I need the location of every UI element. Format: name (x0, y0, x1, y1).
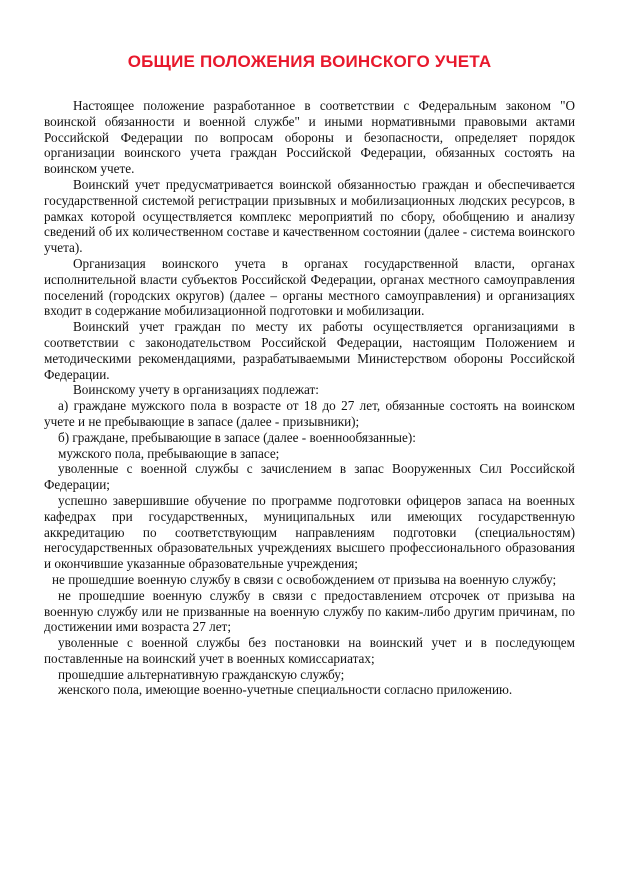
sub-item-alternative-service: прошедшие альтернативную гражданскую службу; (58, 666, 345, 682)
sub-item-exempted: не прошедшие военную службу в связи с освобождением от призыва на военную службу; (52, 571, 557, 587)
sub-item-discharged: уволенные с военной службы с зачислением в запас Вооруженных Сил Российской Федерации; (44, 461, 575, 493)
sub-item-female: женского пола, имеющие военно-учетные специальности согласно приложению. (58, 682, 513, 698)
paragraph-military-registration: Воинский учет предусматривается воинской обязанностью граждан и обеспечивается государственной системой регистрации призывных и мобилизационных людских ресурсов, в рамках которой осуществляется комплекс мероприятий по сбору, обобщению и анализу сведений об их количественном составе и качественном состоянии (далее - система воинского учета). (44, 176, 575, 256)
sub-item-deferred: не прошедшие военную службу в связи с предоставлением отсрочек от призыва на военную службу или не призванные на военную службу по каким-либо другим причинам, по достижении ими возраста 27 лет; (44, 587, 575, 635)
paragraph-organization: Организация воинского учета в органах государственной власти, органах исполнительной власти субъектов Российской Федерации, органах местного самоуправления поселений (городских округов) (далее – органы местного самоуправления) и организациях входит в содержание мобилизационной подготовки и мобилизации. (44, 255, 575, 319)
list-item-b: б) граждане, пребывающие в запасе (далее - военнообязанные): (58, 429, 416, 445)
list-item-a: а) граждане мужского пола в возрасте от 18 до 27 лет, обязанные состоять на воинском учете и не пребывающие в запасе (далее - призывники); (44, 398, 575, 429)
sub-item-officer-training: успешно завершившие обучение по программе подготовки офицеров запаса на военных кафедрах при государственных, муниципальных или имеющих государственную аккредитацию по соответствующим направлениям подготовки (специальностям) негосударственных образовательных учреждениях высшего профессионального образования и окончившие указанные образовательные учреждения; (44, 492, 575, 572)
paragraph-intro: Настоящее положение разработанное в соответствии с Федеральным законом "О воинской обязанности и военной службе" и иными нормативными правовыми актами Российской Федерации по вопросам обороны и безопасности, определяет порядок организации воинского учета граждан Российской Федерации, обязанных состоять на воинском учете. (44, 98, 575, 177)
document-body (44, 98, 575, 698)
paragraph-subject-to-registration: Воинскому учету в организациях подлежат: (73, 382, 319, 398)
paragraph-workplace-registration: Воинский учет граждан по месту их работы осуществляется организациями в соответствии с законодательством Российской Федерации, настоящим Положением и методическими рекомендациями, разрабатываемыми Министерством обороны Российской Федерации. (44, 319, 575, 382)
sub-item-male-reserve: мужского пола, пребывающие в запасе; (58, 445, 280, 461)
document-title: ОБЩИЕ ПОЛОЖЕНИЯ ВОИНСКОГО УЧЕТА (127, 52, 492, 71)
sub-item-discharged-unregistered: уволенные с военной службы без постановки на воинский учет и в последующем поставленные на воинский учет в военных комиссариатах; (44, 635, 575, 666)
